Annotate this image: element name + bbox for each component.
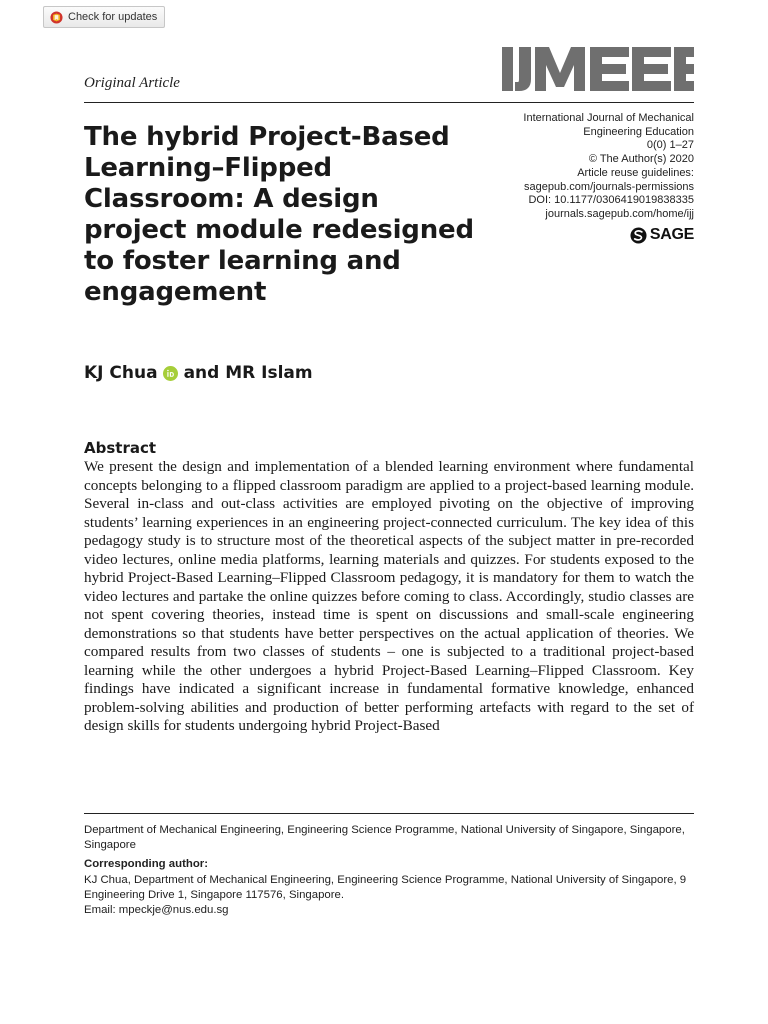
corresponding-author-label: Corresponding author: [84,858,209,871]
article-type-label: Original Article [84,75,180,91]
journal-logo [502,47,694,91]
affiliation: Department of Mechanical Engineering, Engineering Science Programme, National University of Singapore, Singapore, Singapore [84,824,685,852]
orcid-icon[interactable] [163,366,178,381]
sage-logo [630,226,694,244]
journal-name-line-2: Engineering Education [583,125,694,138]
journal-name-line-1: International Journal of Mechanical [523,112,694,124]
article-title: The hybrid Project-Based Learning–Flipped Classroom: A design project module redesigned to foster learning and engagement [84,122,474,307]
copyright: © The Author(s) 2020 [588,153,694,166]
abstract-text: We present the design and implementation of a blended learning environment where fundamental concepts belonging to a flipped classroom paradigm are applied to a project-based learning module. Several in-class and out-class activities are employed pivoting on the objective of improving students’ learning experiences in an engineering project-connected curriculum. The key idea of this pedagogy study is to structure most of the theoretical aspects of the subject matter in pre-recorded video lectures, online media platforms, learning materials and quizzes. For students exposed to the hybrid Project-Based Learning–Flipped Classroom pedagogy, it is mandatory for them to watch the video lectures and partake the online quizzes before coming to class. Accordingly, studio classes are not spent covering theories, instead time is spent on discussions and small-scale engineering demonstrations so that students have better perspectives on the actual application of theories. We compared results from two classes of students – one is subjected to a traditional project-based learning while the other undergoes a hybrid Project-Based Learning–Flipped Classroom. Key findings have indicated a significant increase in fundamental formative knowledge, enhanced problem-solving abilities and production of better performing artefacts with regard to the set of design skills for students undergoing hybrid Project-Based [84,458,694,734]
check-for-updates-label: Check for updates [68,11,158,23]
corresponding-email[interactable]: Email: mpeckje@nus.edu.sg [84,904,229,917]
corresponding-author-details: KJ Chua, Department of Mechanical Engineering, Engineering Science Programme, National University of Singapore, 9 Engineering Drive 1, Singapore 117576, Singapore. [84,873,687,901]
doi[interactable]: DOI: 10.1177/0306419019838335 [528,194,694,207]
header-rule [84,102,694,103]
author-first[interactable]: KJ Chua [84,363,158,383]
author-rest: and MR Islam [183,363,313,383]
crossmark-icon [50,11,63,24]
authors [84,363,313,383]
footnotes [84,823,694,918]
footnote-rule [84,813,694,814]
reuse-guidelines-label: Article reuse guidelines: [577,166,694,179]
volume-pages: 0(0) 1–27 [646,139,694,152]
sage-icon [630,227,647,244]
permissions-link[interactable]: sagepub.com/journals-permissions [524,180,694,193]
abstract-heading: Abstract [84,439,157,457]
sage-label: SAGE [649,226,694,243]
journal-homepage-link[interactable]: journals.sagepub.com/home/ijj [545,207,694,220]
check-for-updates-button[interactable] [43,6,165,28]
journal-info [464,112,694,222]
